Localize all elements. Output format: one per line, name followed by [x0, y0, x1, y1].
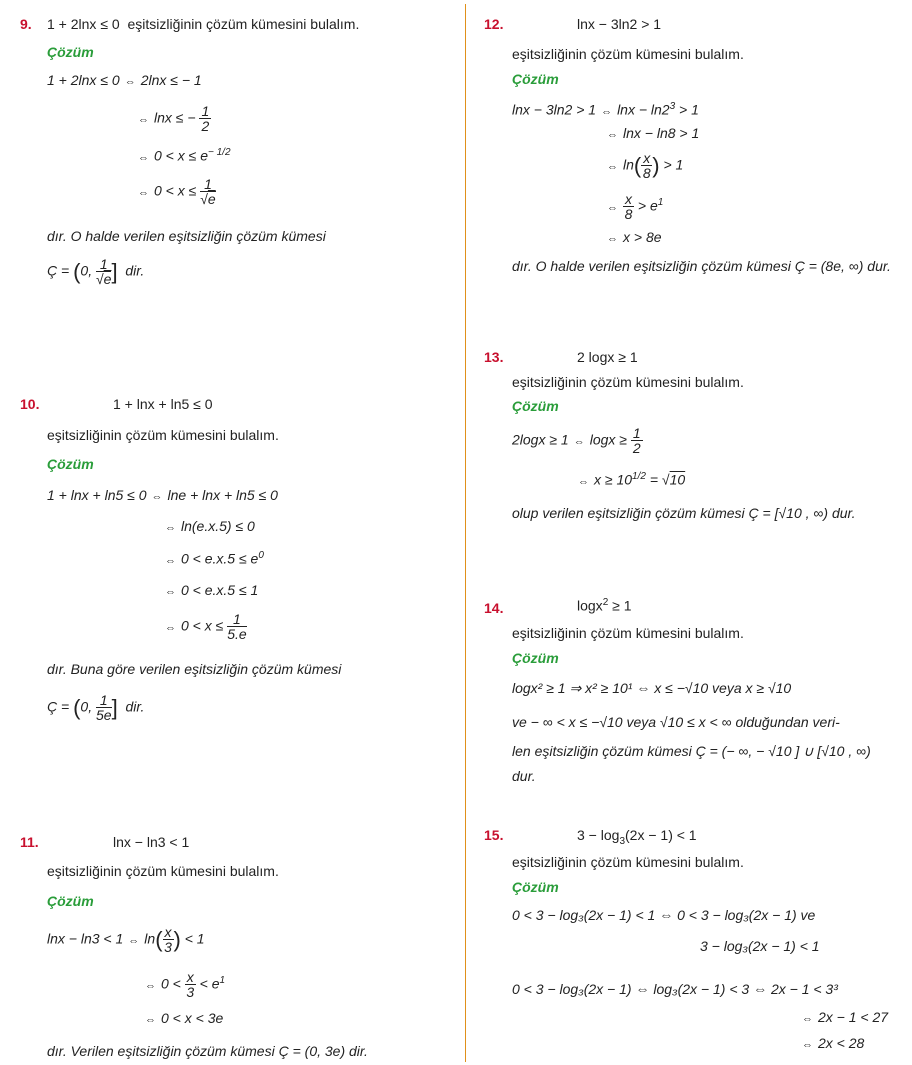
p11-line-3 — [140, 1010, 223, 1026]
p9-answer: Ç = (0, $\frac{1}{√e}$ ] dir. — [47, 256, 145, 287]
iff-symbol: ⇔ — [607, 201, 618, 214]
p10-line-4 — [160, 582, 258, 598]
problem-11-statement: lnx − ln3 < 1 — [113, 834, 190, 850]
p15-line-5 — [797, 1035, 864, 1051]
p9-line-1-right: 2lnx ≤ − 1 — [140, 72, 202, 88]
problem-15-statement: $3 - \log_3(2x - 1) < 1$ — [577, 827, 697, 847]
iff-symbol: ⇔ — [601, 105, 613, 118]
fraction: $\frac{1}{2}$ — [632, 425, 641, 456]
iff-symbol: ⇔ — [607, 160, 618, 173]
p10-line-2-text: ln(e.x.5) ≤ 0 — [181, 518, 255, 534]
p13-line-2-text: x ≥ 10 — [594, 471, 633, 488]
p15-line-4-text: 2x − 1 < 27 — [818, 1009, 889, 1025]
problem-11-intro: eşitsizliğinin çözüm kümesini bulalım. — [47, 863, 279, 879]
fraction: $\frac{1}{5.e}$ — [227, 611, 247, 642]
problem-14-expression: logx — [577, 597, 603, 614]
p9-line-3-text: 0 < x ≤ e — [154, 147, 208, 164]
problem-10-statement: 1 + lnx + ln5 ≤ 0 — [113, 396, 213, 412]
problem-12-intro: eşitsizliğinin çözüm kümesini bulalım. — [512, 46, 744, 62]
problem-15-intro: eşitsizliğinin çözüm kümesini bulalım. — [512, 854, 744, 870]
p15-line-3: 0 < 3 − log₃(2x − 1) ⇔ log₃(2x − 1) < 3 ⇔ 2x − 1 < 3³ — [512, 981, 838, 997]
p13-line-1-right: logx ≥ — [589, 431, 627, 448]
p15-line-4 — [797, 1009, 888, 1025]
fraction: $\frac{1}{√e}$ — [200, 176, 216, 207]
p12-line-2-text: lnx − ln8 > 1 — [623, 125, 700, 141]
p10-line-1-right: lne + lnx + ln5 ≤ 0 — [167, 487, 278, 503]
p9-line-2-text: lnx ≤ − — [154, 109, 196, 126]
problem-14-intro: eşitsizliğinin çözüm kümesini bulalım. — [512, 625, 744, 641]
p10-line-3 — [160, 550, 264, 567]
iff-symbol: ⇔ — [573, 435, 585, 448]
fraction: $\frac{1}{√e}$ — [95, 256, 112, 287]
problem-11-cozum: Çözüm — [47, 893, 94, 909]
p10-line-3-exponent: 0 — [258, 550, 264, 561]
problem-12-cozum: Çözüm — [512, 71, 559, 87]
p10-answer-prefix: Ç = — [47, 698, 70, 715]
p9-line-2 — [133, 104, 211, 134]
fraction: $\frac{x}{3}$ — [186, 969, 195, 1000]
p13-line-2: ⇔ $x \ge 10^{1/2} = √10$ — [573, 471, 685, 488]
iff-symbol: ⇔ — [151, 491, 163, 503]
p13-line-1-left: 2logx ≥ 1 — [512, 431, 569, 448]
problem-13-number: 13. — [484, 349, 504, 365]
iff-symbol: ⇔ — [165, 522, 176, 534]
p9-line-4-text: 0 < x ≤ — [154, 182, 197, 199]
p14-line-2: ve − ∞ < x ≤ −√10 veya √10 ≤ x < ∞ olduğundan veri- — [512, 714, 840, 730]
iff-symbol: ⇔ — [138, 151, 149, 164]
problem-9-cozum: Çözüm — [47, 44, 94, 60]
problem-11-number: 11. — [20, 834, 39, 850]
problem-9-number: 9. — [20, 16, 32, 32]
problem-15-cozum: Çözüm — [512, 879, 559, 895]
iff-symbol: ⇔ — [165, 554, 176, 567]
p9-line-3 — [133, 147, 231, 164]
p11-line-2-text: 0 < — [161, 975, 181, 992]
iff-symbol: ⇔ — [165, 586, 176, 598]
fraction: $\frac{1}{2}$ — [201, 103, 210, 134]
p14-line-3: len eşitsizliğin çözüm kümesi Ç = (− ∞, − √10 ] ∪ [√10 , ∞) — [512, 743, 871, 759]
problem-12-number: 12. — [484, 16, 504, 32]
p12-line-4-text: > e — [637, 197, 658, 214]
p9-line-3-exponent: − 1/2 — [208, 147, 231, 158]
p13-line-1 — [512, 426, 643, 456]
problem-10-intro: eşitsizliğinin çözüm kümesini bulalım. — [47, 427, 279, 443]
problem-9-statement — [47, 16, 359, 32]
p10-conclusion: dır. Buna göre verilen eşitsizliğin çözüm kümesi — [47, 661, 342, 677]
problem-15-number: 15. — [484, 827, 504, 843]
p10-line-3-text: 0 < e.x.5 ≤ e — [181, 550, 259, 567]
p10-line-2 — [160, 518, 255, 534]
problem-13-statement: 2 logx ≥ 1 — [577, 349, 638, 365]
p10-answer-suffix: dir. — [125, 698, 145, 715]
p10-line-5-text: 0 < x ≤ — [181, 617, 224, 634]
p10-answer: Ç = (0, $\frac{1}{5e}$ ] dir. — [47, 692, 145, 723]
p9-conclusion: dır. O halde verilen eşitsizliğin çözüm kümesi — [47, 228, 326, 244]
fraction: $\frac{x}{3}$ — [164, 924, 172, 955]
p9-line-1-left: 1 + 2lnx ≤ 0 — [47, 72, 120, 88]
p14-line-4: dur. — [512, 768, 536, 784]
iff-symbol: ⇔ — [145, 1014, 156, 1026]
iff-symbol: ⇔ — [165, 621, 176, 634]
problem-14-number: 14. — [484, 600, 504, 616]
p15-line-1: 0 < 3 − log₃(2x − 1) < 1 ⇔ 0 < 3 − log₃(2x − 1) ve — [512, 907, 816, 923]
p10-line-5 — [160, 612, 247, 642]
p10-line-4-text: 0 < e.x.5 ≤ 1 — [181, 582, 259, 598]
problem-14-statement: logx$^2$ ≥ 1 — [577, 597, 632, 614]
fraction: $\frac{x}{8}$ — [624, 191, 633, 222]
p13-conclusion: olup verilen eşitsizliğin çözüm kümesi Ç = [√10 , ∞) dur. — [512, 505, 856, 521]
p12-line-5-text: x > 8e — [623, 229, 662, 245]
iff-symbol: ⇔ — [607, 233, 618, 245]
iff-symbol: ⇔ — [145, 979, 156, 992]
p15-line-2: 3 − log₃(2x − 1) < 1 — [700, 938, 820, 954]
p15-line-5-text: 2x < 28 — [818, 1035, 865, 1051]
p12-line-1-right: lnx − ln2 — [617, 101, 670, 118]
p9-answer-suffix: dir. — [125, 262, 145, 279]
p12-line-4: ⇔ $\frac{x}{8}$ > $e^1$ — [602, 192, 663, 222]
p11-line-1: lnx − ln3 < 1 ⇔ ln( $\frac{x}{3}$ ) < 1 — [47, 924, 205, 955]
iff-symbol: ⇔ — [802, 1039, 813, 1051]
fraction: $\frac{x}{8}$ — [642, 150, 651, 181]
iff-symbol: ⇔ — [124, 76, 136, 88]
p12-line-2 — [602, 125, 699, 141]
p12-line-1: lnx − 3ln2 > 1 ⇔ $\ln x - \ln 2^3 > 1$ — [512, 101, 699, 118]
p14-line-1: logx² ≥ 1 ⇒ x² ≥ 10¹ ⇔ x ≤ −√10 veya x ≥ √10 — [512, 680, 792, 696]
problem-9-text: eşitsizliğinin çözüm kümesini bulalım. — [127, 16, 360, 32]
p12-conclusion: dır. O halde verilen eşitsizliğin çözüm kümesi Ç = (8e, ∞) dur. — [512, 258, 891, 274]
problem-13-intro: eşitsizliğinin çözüm kümesini bulalım. — [512, 374, 744, 390]
problem-14-cozum: Çözüm — [512, 650, 559, 666]
problem-15-expression: 3 − log — [577, 827, 620, 843]
fraction: $\frac{1}{5e}$ — [95, 692, 112, 723]
problem-10-number: 10. — [20, 396, 40, 412]
problem-9-expression: 1 + 2lnx ≤ 0 — [47, 16, 120, 32]
p11-line-3-text: 0 < x < 3e — [161, 1010, 224, 1026]
iff-symbol: ⇔ — [802, 1013, 813, 1025]
p9-line-4 — [133, 177, 216, 207]
p11-conclusion: dır. Verilen eşitsizliğin çözüm kümesi Ç = (0, 3e) dir. — [47, 1043, 368, 1059]
p10-line-1-left: 1 + lnx + ln5 ≤ 0 — [47, 487, 147, 503]
problem-10-cozum: Çözüm — [47, 456, 94, 472]
iff-symbol: ⇔ — [607, 129, 618, 141]
problem-13-cozum: Çözüm — [512, 398, 559, 414]
p10-line-1 — [47, 487, 278, 503]
p12-line-3: ⇔ ln( $\frac{x}{8}$ ) > 1 — [602, 151, 683, 181]
problem-12-statement: lnx − 3ln2 > 1 — [577, 16, 662, 32]
p9-answer-prefix: Ç = — [47, 262, 70, 279]
p9-line-1 — [47, 72, 202, 88]
p12-line-5 — [602, 229, 662, 245]
iff-symbol: ⇔ — [578, 475, 589, 488]
iff-symbol: ⇔ — [138, 186, 149, 199]
p12-line-1-left: lnx − 3ln2 > 1 — [512, 101, 597, 118]
p11-line-1-left: lnx − ln3 < 1 — [47, 930, 124, 947]
column-divider — [465, 4, 466, 1062]
iff-symbol: ⇔ — [138, 113, 149, 126]
p11-line-2: ⇔ 0 < $\frac{x}{3}$ < $e^1$ — [140, 970, 225, 1000]
iff-symbol: ⇔ — [128, 934, 140, 947]
